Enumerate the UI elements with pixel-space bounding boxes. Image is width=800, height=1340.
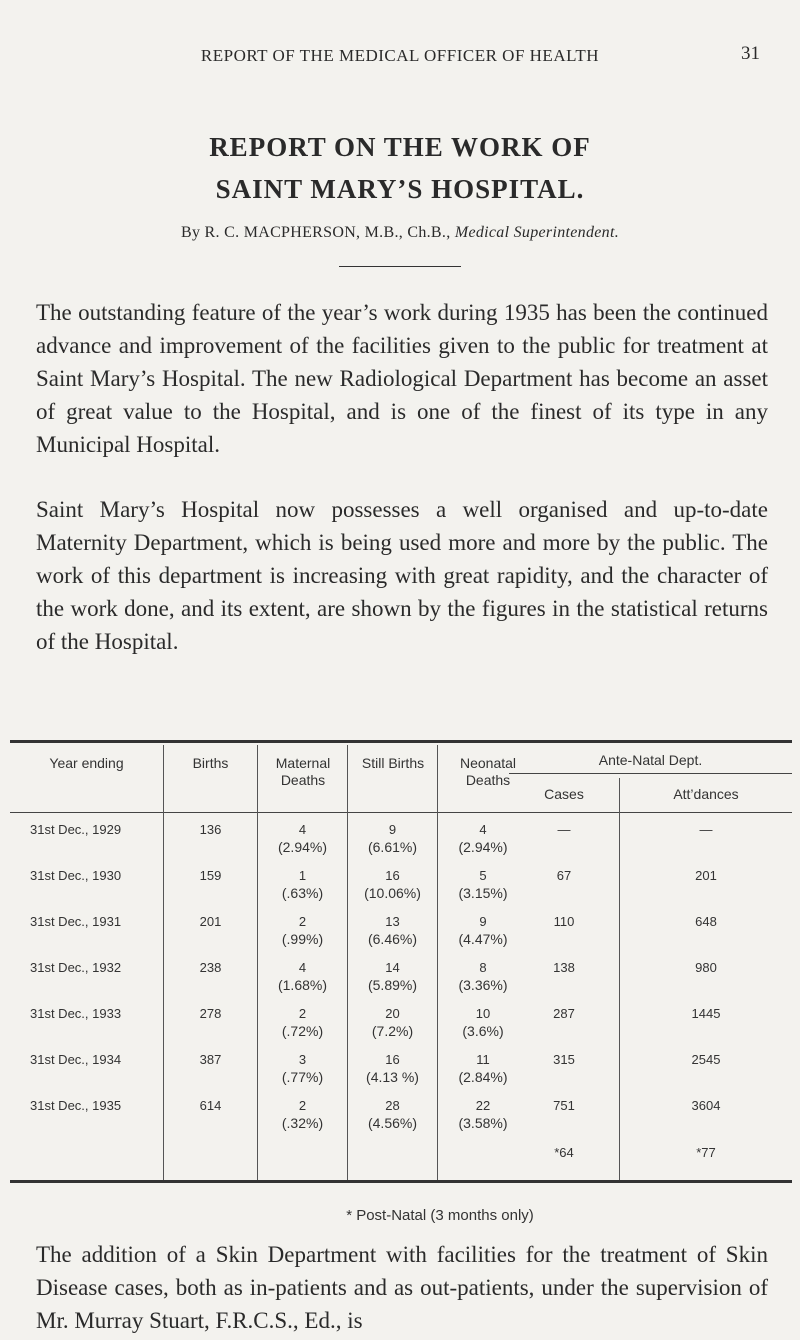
- header-maternal-deaths: Maternal Deaths: [275, 755, 331, 788]
- row-year-ending-value: 31st Dec., 1932: [30, 960, 122, 975]
- header-attendances: Att’dances: [673, 786, 739, 802]
- row-births: [164, 868, 257, 883]
- row-still-births-percent: (10.06%): [364, 885, 421, 901]
- row-still-births-value: 16: [385, 868, 400, 883]
- row-still-births-percent: (4.13 %): [366, 1069, 419, 1085]
- page-number: 31: [741, 43, 760, 64]
- byline-author: By R. C. MACPHERSON, M.B., Ch.B.,: [180, 224, 455, 241]
- row-antenatal-attendances: [620, 822, 792, 837]
- row-antenatal-attendances: [620, 1052, 792, 1067]
- row-neonatal-deaths-percent: (2.84%): [458, 1069, 508, 1085]
- row-antenatal-attendances: [620, 868, 792, 883]
- row-maternal-deaths-value: 4: [298, 822, 307, 837]
- row-still-births-percent: (5.89%): [367, 977, 418, 993]
- row-still-births: [348, 1098, 437, 1131]
- row-maternal-deaths-percent: (.72%): [281, 1023, 324, 1039]
- row-antenatal-attendances-value: 201: [695, 868, 717, 883]
- header-year-ending: Year ending: [49, 755, 124, 771]
- row-maternal-deaths: [258, 1098, 347, 1131]
- row-year-ending: [30, 868, 160, 883]
- row-year-ending: [30, 1052, 160, 1067]
- table-top-rule: [10, 740, 792, 743]
- row-neonatal-deaths-value: 4: [479, 822, 487, 837]
- row-maternal-deaths: [258, 960, 347, 993]
- row-maternal-deaths-percent: (.77%): [281, 1069, 324, 1085]
- header-still-births: Still Births: [361, 755, 425, 771]
- row-births: [164, 960, 257, 975]
- row-year-ending: [30, 822, 160, 837]
- row-neonatal-deaths-value: 11: [476, 1052, 490, 1067]
- row-maternal-deaths-percent: (1.68%): [277, 977, 328, 993]
- row-still-births-percent: (4.56%): [367, 1115, 418, 1131]
- row-births: [164, 1098, 257, 1113]
- row-antenatal-attendances: [620, 960, 792, 975]
- row-year-ending: [30, 960, 160, 975]
- row-maternal-deaths-value: 2: [298, 1098, 307, 1113]
- row-maternal-deaths: [258, 1052, 347, 1085]
- row-antenatal-cases: [509, 914, 619, 929]
- table-bottom-rule: [10, 1180, 792, 1183]
- row-maternal-deaths: [258, 1006, 347, 1039]
- report-title-line-2: SAINT MARY’S HOSPITAL.: [215, 174, 585, 204]
- row-neonatal-deaths-value: 8: [479, 960, 487, 975]
- row-still-births: [348, 914, 437, 947]
- row-year-ending-value: 31st Dec., 1933: [30, 1006, 122, 1021]
- row-maternal-deaths-value: 4: [298, 960, 307, 975]
- row-antenatal-attendances: [620, 1098, 792, 1113]
- row-neonatal-deaths-percent: (3.36%): [458, 977, 508, 993]
- row-antenatal-attendances-value: —: [699, 822, 713, 837]
- postnatal-cases: *64: [554, 1145, 574, 1160]
- header-neonatal-deaths: Neonatal Deaths: [459, 755, 517, 788]
- row-antenatal-cases: [509, 868, 619, 883]
- row-births-value: 278: [199, 1006, 222, 1021]
- row-antenatal-attendances-value: 980: [695, 960, 717, 975]
- row-antenatal-cases: [509, 1098, 619, 1113]
- paragraph-2: Saint Mary’s Hospital now possesses a well organised and up-to-date Maternity Department, which is being used more and more by the public. The work of this department is increasing with great rapidity, and the character of the work done, and its extent, are shown by the figures in the statistical returns of the Hospital.: [36, 497, 768, 654]
- row-maternal-deaths-percent: (.63%): [281, 885, 324, 901]
- row-neonatal-deaths-value: 5: [479, 868, 487, 883]
- row-year-ending-value: 31st Dec., 1935: [30, 1098, 122, 1113]
- row-antenatal-attendances: [620, 1006, 792, 1021]
- row-neonatal-deaths-percent: (3.58%): [458, 1115, 508, 1131]
- row-neonatal-deaths-percent: (4.47%): [458, 931, 508, 947]
- row-still-births-percent: (6.61%): [367, 839, 418, 855]
- header-cases: Cases: [544, 786, 584, 802]
- row-still-births-percent: (6.46%): [367, 931, 418, 947]
- row-maternal-deaths: [258, 822, 347, 855]
- row-antenatal-attendances-value: 648: [695, 914, 717, 929]
- row-maternal-deaths: [258, 914, 347, 947]
- row-maternal-deaths-percent: (.32%): [281, 1115, 324, 1131]
- row-still-births-value: 14: [385, 960, 400, 975]
- row-births: [164, 1006, 257, 1021]
- row-maternal-deaths-percent: (2.94%): [277, 839, 328, 855]
- row-still-births-percent: (7.2%): [371, 1023, 414, 1039]
- row-neonatal-deaths-percent: (2.94%): [458, 839, 508, 855]
- row-neonatal-deaths-percent: (3.15%): [458, 885, 508, 901]
- row-births-value: 614: [199, 1098, 222, 1113]
- row-neonatal-deaths-value: 10: [475, 1006, 491, 1021]
- row-still-births: [348, 822, 437, 855]
- row-births-value: 238: [199, 960, 222, 975]
- row-antenatal-cases-value: 751: [553, 1098, 575, 1113]
- row-neonatal-deaths-percent: (3.6%): [462, 1023, 504, 1039]
- row-neonatal-deaths-value: 9: [479, 914, 487, 929]
- row-antenatal-cases: [509, 822, 619, 837]
- row-still-births: [348, 960, 437, 993]
- row-year-ending-value: 31st Dec., 1930: [30, 868, 122, 883]
- row-antenatal-attendances: [620, 914, 792, 929]
- row-antenatal-cases-value: 287: [553, 1006, 575, 1021]
- row-antenatal-cases: [509, 1052, 619, 1067]
- paragraph-3: The addition of a Skin Department with facilities for the treatment of Skin Disease cases, both as in-patients and as out-patients, under the supervision of Mr. Murray Stuart, F.R.C.S., Ed., is: [36, 1242, 768, 1333]
- row-still-births: [348, 1006, 437, 1039]
- row-births-value: 387: [199, 1052, 222, 1067]
- paragraph-1: The outstanding feature of the year’s work during 1935 has been the continued advance and improvement of the facilities given to the public for treatment at Saint Mary’s Hospital. The new Radiological Department has become an asset of great value to the Hospital, and is one of the finest of its type in any Municipal Hospital.: [36, 300, 768, 457]
- row-still-births: [348, 868, 437, 901]
- row-antenatal-attendances-value: 2545: [691, 1052, 721, 1067]
- row-neonatal-deaths-value: 22: [475, 1098, 491, 1113]
- byline-role: Medical Superintendent.: [454, 224, 620, 241]
- row-antenatal-cases-value: 315: [553, 1052, 575, 1067]
- row-year-ending: [30, 914, 160, 929]
- row-births-value: 159: [199, 868, 222, 883]
- row-year-ending: [30, 1006, 160, 1021]
- row-still-births-value: 20: [385, 1006, 400, 1021]
- report-title-line-1: REPORT ON THE WORK OF: [209, 132, 591, 162]
- row-year-ending-value: 31st Dec., 1931: [30, 914, 122, 929]
- running-head: REPORT OF THE MEDICAL OFFICER OF HEALTH: [200, 46, 600, 65]
- row-births-value: 136: [199, 822, 222, 837]
- header-births: Births: [192, 755, 229, 771]
- antenatal-subheader-rule: [509, 773, 792, 774]
- table-footnote: * Post-Natal (3 months only): [346, 1207, 534, 1224]
- header-antenatal-dept: Ante-Natal Dept.: [598, 752, 703, 768]
- row-antenatal-cases-value: 138: [553, 960, 575, 975]
- row-year-ending-value: 31st Dec., 1934: [30, 1052, 122, 1067]
- row-maternal-deaths-value: 2: [298, 914, 307, 929]
- row-antenatal-cases: [509, 1006, 619, 1021]
- row-antenatal-cases-value: 67: [556, 868, 572, 883]
- row-maternal-deaths-value: 3: [298, 1052, 307, 1067]
- row-maternal-deaths-value: 1: [298, 868, 307, 883]
- row-still-births-value: 28: [385, 1098, 400, 1113]
- row-maternal-deaths-value: 2: [298, 1006, 307, 1021]
- postnatal-attendances: *77: [696, 1145, 716, 1160]
- row-births-value: 201: [199, 914, 222, 929]
- row-antenatal-cases-value: 110: [553, 914, 575, 929]
- row-antenatal-attendances-value: 3604: [691, 1098, 721, 1113]
- row-antenatal-cases-value: —: [557, 822, 571, 837]
- row-maternal-deaths: [258, 868, 347, 901]
- row-antenatal-attendances-value: 1445: [691, 1006, 721, 1021]
- row-births: [164, 822, 257, 837]
- table-header-rule: [10, 812, 792, 813]
- row-year-ending-value: 31st Dec., 1929: [30, 822, 122, 837]
- row-still-births-value: 16: [385, 1052, 400, 1067]
- row-still-births-value: 9: [388, 822, 397, 837]
- row-births: [164, 1052, 257, 1067]
- row-maternal-deaths-percent: (.99%): [281, 931, 324, 947]
- row-year-ending: [30, 1098, 160, 1113]
- row-antenatal-cases: [509, 960, 619, 975]
- row-still-births-value: 13: [385, 914, 400, 929]
- row-still-births: [348, 1052, 437, 1085]
- row-births: [164, 914, 257, 929]
